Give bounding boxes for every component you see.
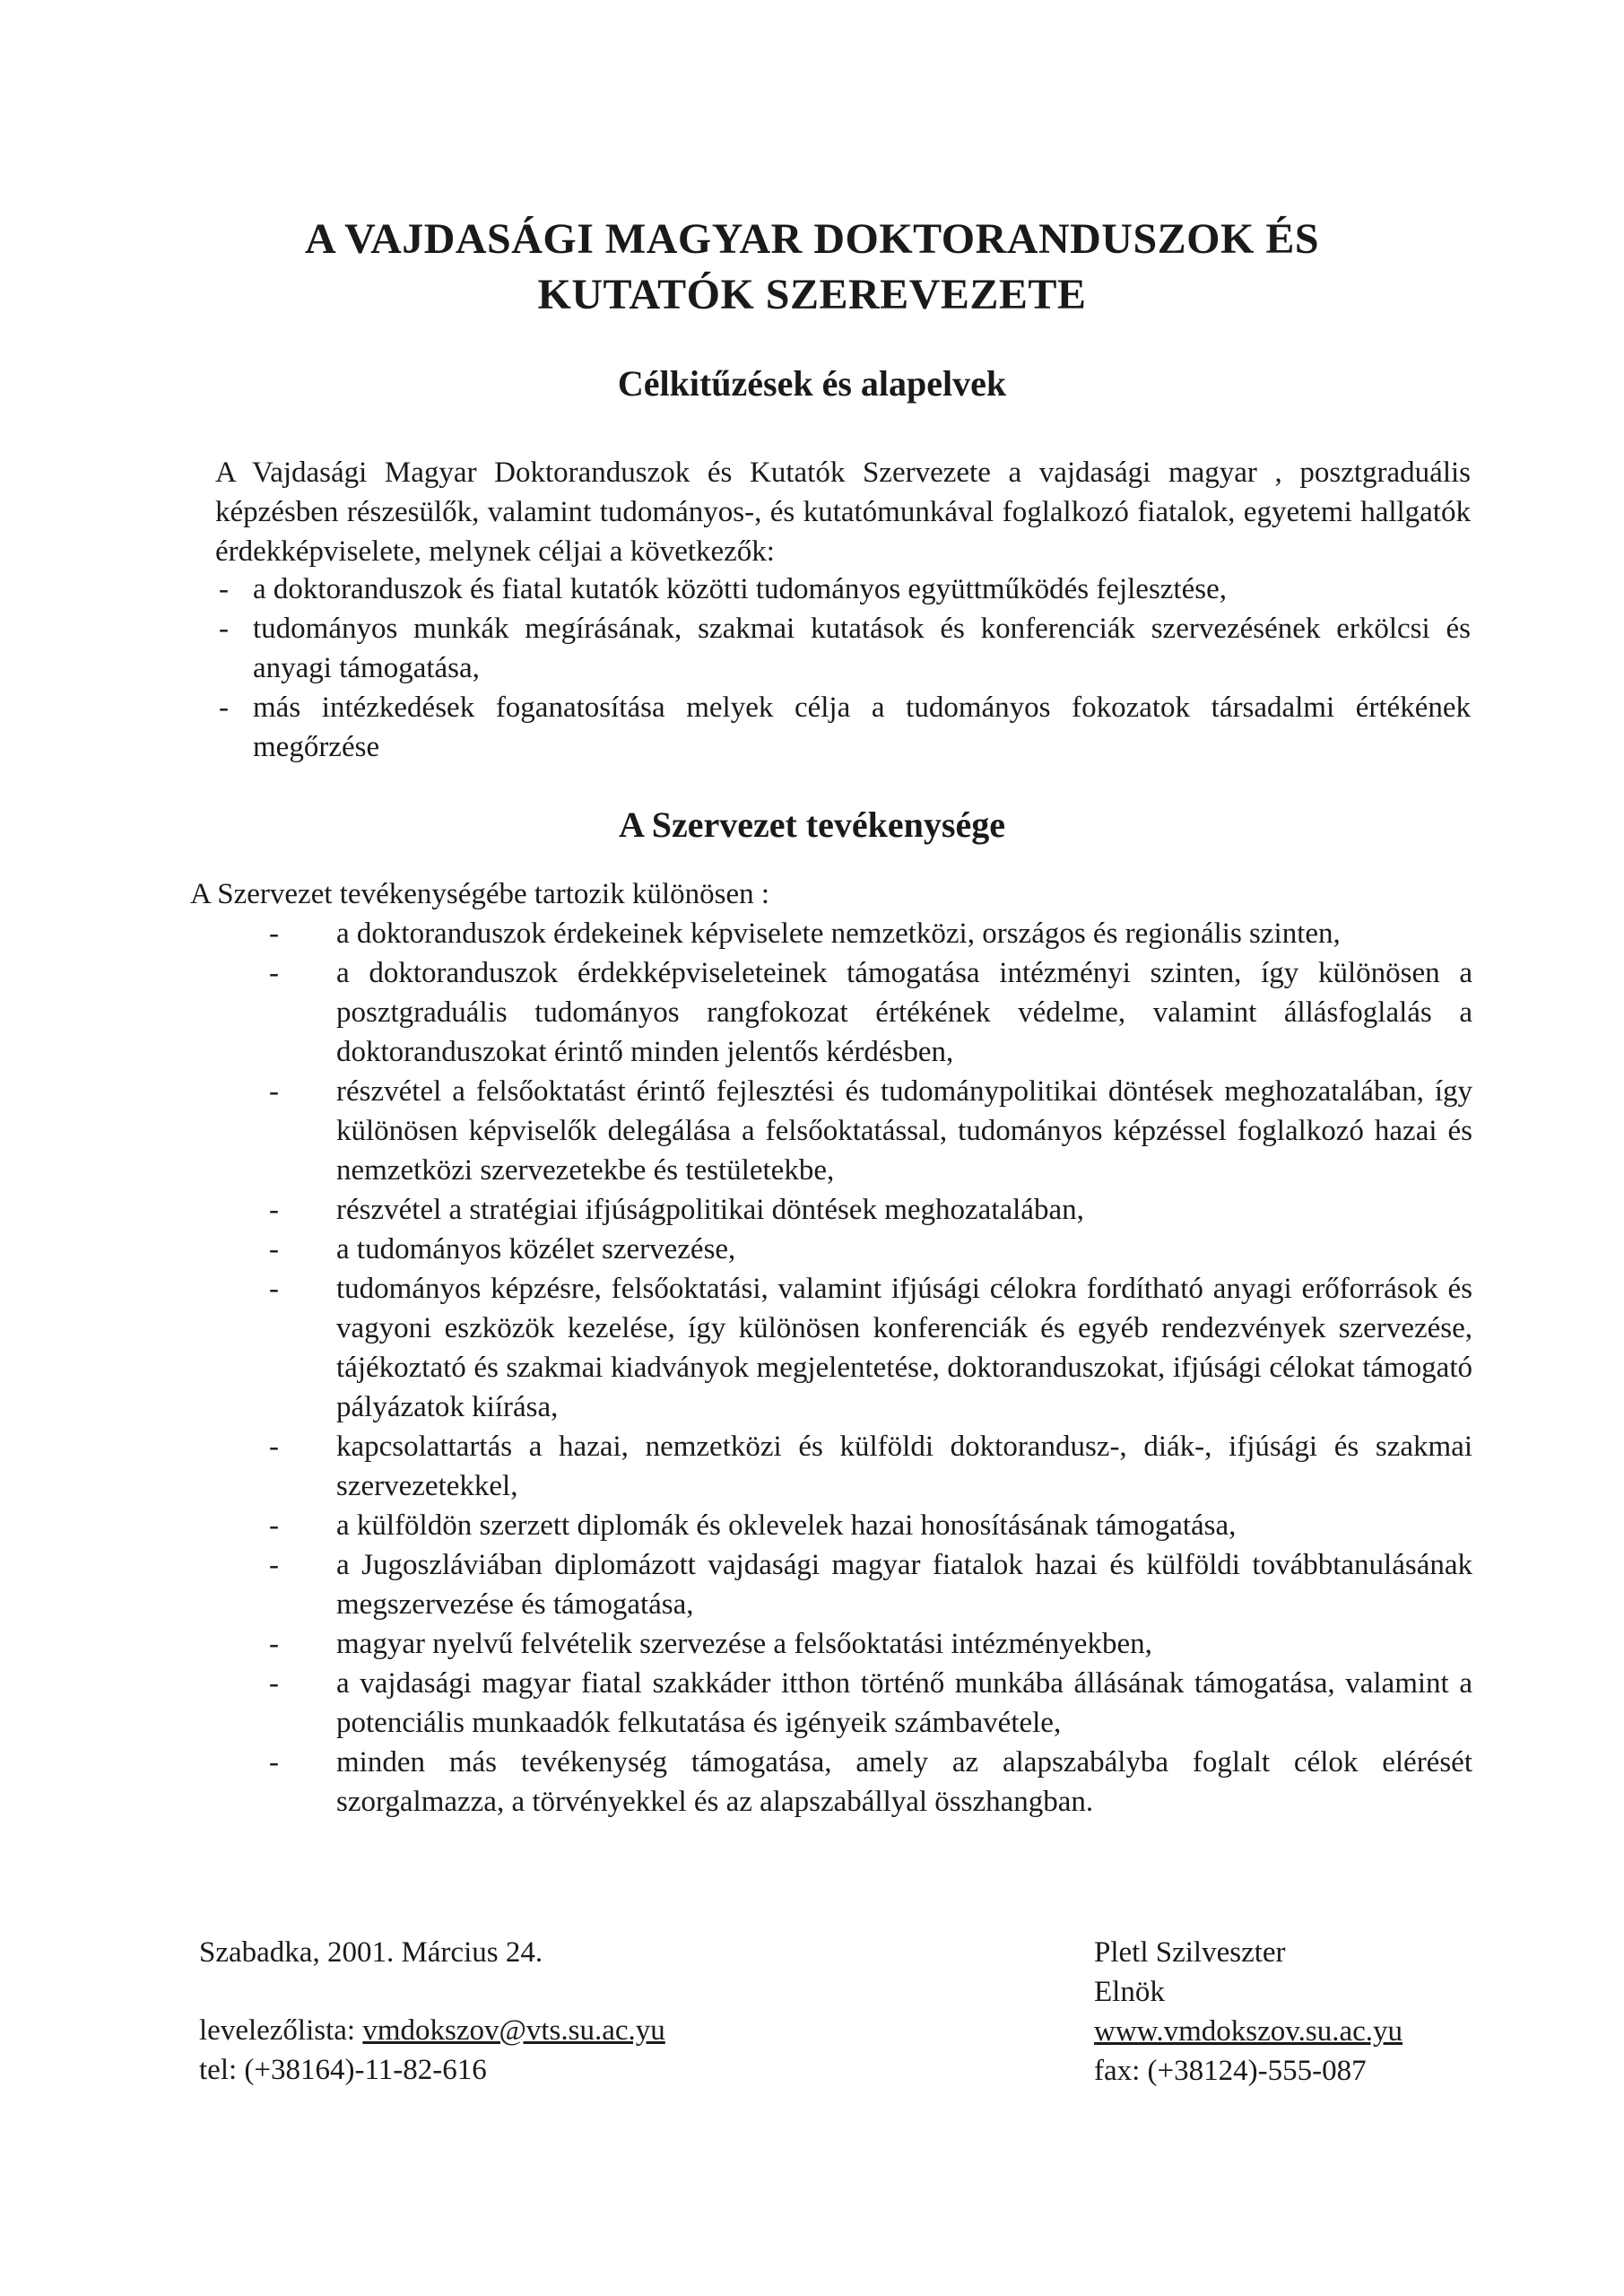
dash-bullet: - [269,1628,279,1660]
title-line-1: A VAJDASÁGI MAGYAR DOKTORANDUSZOK ÉS [304,215,1320,263]
dash-bullet: - [269,1746,279,1779]
dash-bullet: - [269,1273,279,1305]
footer-right [1094,1933,1403,2091]
mailing-list-email-link[interactable]: vmdokszov@vts.su.ac.yu [362,2014,665,2047]
signer-name: Pletl Szilveszter [1094,1936,1286,1969]
activity-text: a vajdasági magyar fiatal szakkáder itthon történő munkába állásának támogatása, valamint a potenciális munkaadók felkutatása és igényeik számbavétele, [336,1667,1472,1739]
activity-text: kapcsolattartás a hazai, nemzetközi és külföldi doktorandusz-, diák-, ifjúsági és szakmai szervezetekkel, [336,1431,1472,1502]
goal-item [215,688,1471,767]
activity-item [190,914,1472,953]
footer-left [199,1933,665,2090]
activity-item [190,1269,1472,1427]
activity-text: a doktoranduszok érdekképviseleteinek támogatása intézményi szinten, így különösen a posztgraduális tudományos rangfokozat értékének védelme, valamint állásfoglalás a doktoranduszokat érintő minden jelentős kérdésben, [336,957,1472,1068]
goal-text: a doktoranduszok és fiatal kutatók közötti tudományos együttműködés fejlesztése, [253,573,1227,605]
place-date: Szabadka, 2001. Március 24. [199,1936,543,1969]
dash-bullet: - [269,1075,279,1108]
goal-item [215,609,1471,688]
activity-text: részvétel a felsőoktatást érintő fejlesztési és tudománypolitikai döntések meghozatalában, így különösen képviselők delegálása a felsőoktatással, tudományos képzéssel foglalkozó hazai és nemzetközi szervezetekbe és testületekbe, [336,1075,1472,1187]
section-heading-goals: Célkitűzések és alapelvek [617,363,1007,404]
activity-text: részvétel a stratégiai ifjúságpolitikai döntések meghozatalában, [336,1194,1084,1226]
goal-text: tudományos munkák megírásának, szakmai kutatások és konferenciák szervezésének erkölcsi és anyagi támogatása, [253,613,1471,684]
activity-item [190,1506,1472,1545]
goal-item [215,570,1471,609]
dash-bullet: - [269,1509,279,1542]
activity-text: a Jugoszláviában diplomázott vajdasági magyar fiatalok hazai és külföldi továbbtanulásának megszervezése és támogatása, [336,1549,1472,1621]
activity-item [190,1072,1472,1190]
dash-bullet: - [269,1431,279,1463]
mailing-list-label: levelezőlista: [199,2014,363,2047]
activity-item [190,1664,1472,1743]
activity-text: a külföldön szerzett diplomák és oklevelek hazai honosításának támogatása, [336,1509,1237,1542]
activity-text: a tudományos közélet szervezése, [336,1233,736,1265]
website-link[interactable]: www.vmdokszov.su.ac.yu [1094,2015,1403,2048]
dash-bullet: - [219,573,229,605]
activity-item [190,953,1472,1072]
activity-text: minden más tevékenység támogatása, amely az alapszabályba foglalt célok elérését szorgalmazza, a törvényekkel és az alapszabállyal összhangban. [336,1746,1472,1818]
telephone: tel: (+38164)-11-82-616 [199,2054,487,2086]
mailing-list [199,2011,665,2050]
dash-bullet: - [269,1194,279,1226]
activity-text: tudományos képzésre, felsőoktatási, valamint ifjúsági célokra fordítható anyagi erőforrások és vagyoni eszközök kezelése, így különösen konferenciák és egyéb rendezvények szervezése, tájékoztató és szakmai kiadványok megjelentetése, doktoranduszokat, ifjúsági célokat támogató pályázatok kiírása, [336,1273,1472,1423]
dash-bullet: - [269,1549,279,1581]
dash-bullet: - [269,1233,279,1265]
title-line-2: KUTATÓK SZEREVEZETE [537,271,1087,318]
dash-bullet: - [219,613,229,645]
dash-bullet: - [269,957,279,989]
activity-text: a doktoranduszok érdekeinek képviselete nemzetközi, országos és regionális szinten, [336,918,1341,950]
section-heading-activities: A Szervezet tevékenysége [619,804,1005,845]
activities-list [190,914,1472,1822]
goal-text: más intézkedések foganatosítása melyek célja a tudományos fokozatok társadalmi értékének megőrzése [253,691,1471,763]
activity-item [190,1743,1472,1822]
goals-list [215,570,1471,767]
fax: fax: (+38124)-555-087 [1094,2055,1367,2087]
document-title [0,212,1624,323]
signer-role: Elnök [1094,1976,1165,2008]
activity-item [190,1624,1472,1664]
dash-bullet: - [269,918,279,950]
activity-item [190,1230,1472,1269]
activity-item [190,1545,1472,1624]
intro-text: A Vajdasági Magyar Doktoranduszok és Kutatók Szervezete a vajdasági magyar , posztgraduális képzésben részesülők, valamint tudományos-, és kutatómunkával foglalkozó fiatalok, egyetemi hallgatók érdekképviselete, melynek céljai a következők: [215,457,1471,568]
activity-text: magyar nyelvű felvételik szervezése a felsőoktatási intézményekben, [336,1628,1152,1660]
activity-item [190,1427,1472,1506]
dash-bullet: - [219,691,229,724]
activities-lead: A Szervezet tevékenységébe tartozik különösen : [190,878,770,910]
dash-bullet: - [269,1667,279,1700]
intro-paragraph [215,453,1471,571]
activity-item [190,1190,1472,1230]
